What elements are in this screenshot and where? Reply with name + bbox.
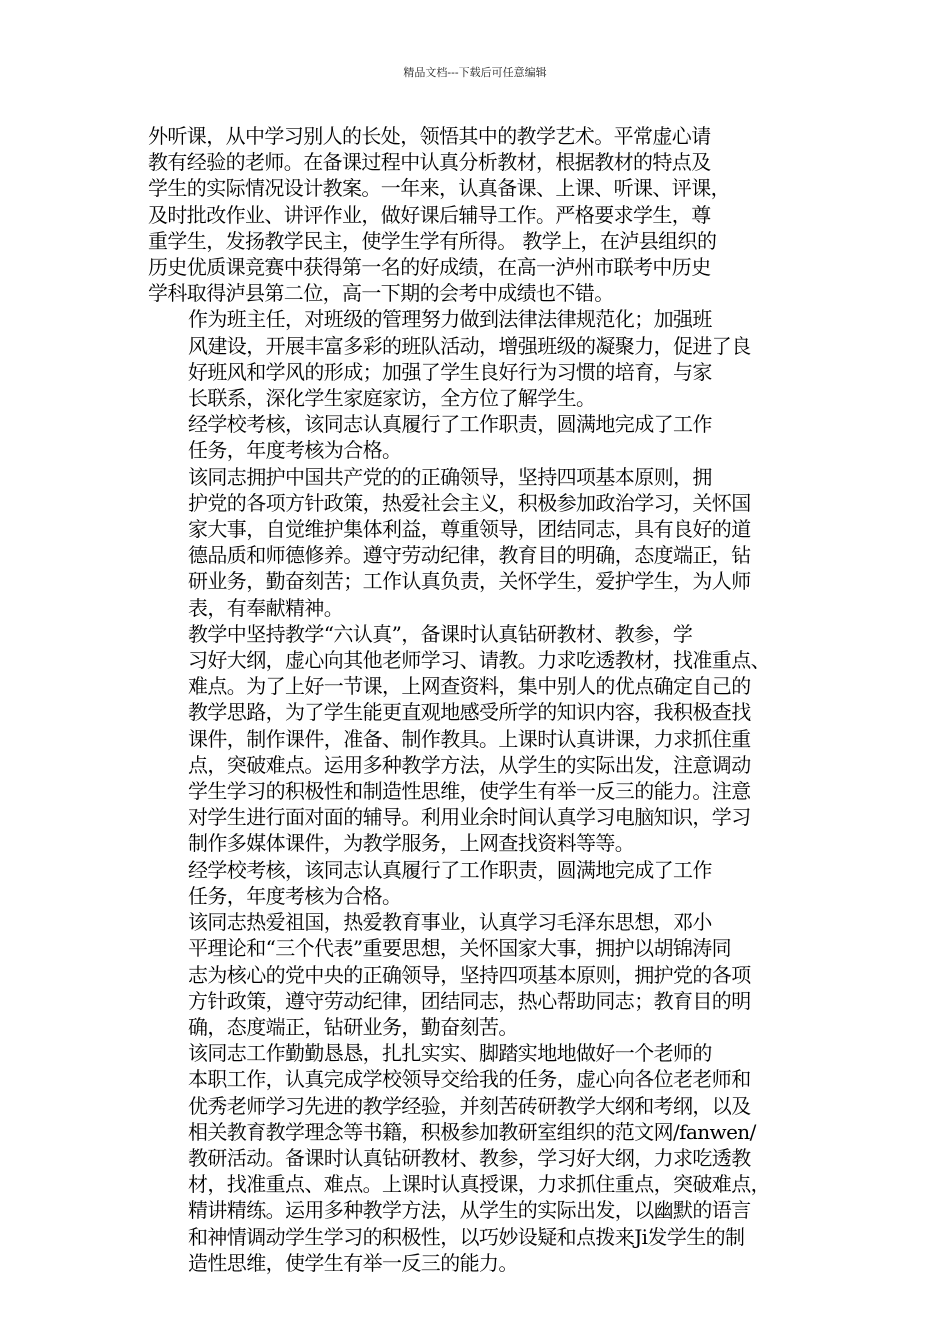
text-line: 难点。为了上好一节课，上网查资料，集中别人的优点确定自己的 [188,674,751,699]
text-line: 护党的各项方针政策，热爱社会主义，积极参加政治学习，关怀国 [188,490,751,515]
text-line: 对学生进行面对面的辅导。利用业余时间认真学习电脑知识，学习 [188,805,751,830]
text-line: 教有经验的老师。在备课过程中认真分析教材，根据教材的特点及 [148,150,711,175]
text-line: 风建设，开展丰富多彩的班队活动，增强班级的凝聚力，促进了良 [188,333,751,358]
paragraph [148,464,804,621]
text-line: 该同志工作勤勤恳恳，扎扎实实、脚踏实地地做好一个老师的 [188,1041,712,1066]
text-line: 经学校考核，该同志认真履行了工作职责，圆满地完成了工作 [188,857,712,882]
text-line: 确，态度端正，钻研业务，勤奋刻苦。 [188,1014,518,1039]
text-line: 该同志热爱祖国，热爱教育事业，认真学习毛泽东思想，邓小 [188,910,712,935]
text-line: 长联系，深化学生家庭家访，全方位了解学生。 [188,386,596,411]
document-body [148,123,804,1276]
text-line: 及时批改作业、讲评作业，做好课后辅导工作。严格要求学生，尊 [148,202,711,227]
text-line: 表，有奉献精神。 [188,595,344,620]
text-line: 志为核心的党中央的正确领导，坚持四项基本原则，拥护党的各项 [188,962,751,987]
text-line: 课件，制作课件，准备、制作教具。上课时认真讲课，力求抓住重 [188,726,751,751]
text-line: 制作多媒体课件，为教学服务，上网查找资料等等。 [188,831,635,856]
text-line: 习好大纲，虚心向其他老师学习、请教。力求吃透教材，找准重点、 [188,648,770,673]
text-line: 作为班主任，对班级的管理努力做到法律法律规范化；加强班 [188,307,712,332]
text-line: 研业务，勤奋刻苦；工作认真负责，关怀学生，爱护学生，为人师 [188,569,751,594]
paragraph [148,621,804,857]
page-header: 精品文档---下载后可任意编辑 [403,66,547,79]
text-line: 点，突破难点。运用多种教学方法，从学生的实际出发，注意调动 [188,752,751,777]
text-line: 重学生，发扬教学民主，使学生学有所得。 教学上，在泸县组织的 [148,228,717,253]
text-line: 德品质和师德修养。遵守劳动纪律，教育目的明确，态度端正，钻 [188,543,751,568]
paragraph [148,909,804,1040]
text-line: 教研活动。备课时认真钻研教材、教参，学习好大纲，力求吃透教 [188,1145,751,1170]
paragraph [148,857,804,909]
text-line: 精讲精练。运用多种教学方法，从学生的实际出发，以幽默的语言 [188,1198,751,1223]
text-line: 该同志拥护中国共产党的的正确领导，坚持四项基本原则，拥 [188,464,712,489]
paragraph [148,123,804,306]
paragraph [148,411,804,463]
text-line: 好班风和学风的形成；加强了学生良好行为习惯的培育，与家 [188,359,712,384]
text-line: 任务，年度考核为合格。 [188,438,402,463]
text-line: 方针政策，遵守劳动纪律，团结同志，热心帮助同志；教育目的明 [188,988,751,1013]
text-line: 教学思路，为了学生能更直观地感受所学的知识内容，我积极查找 [188,700,751,725]
text-line: 经学校考核，该同志认真履行了工作职责，圆满地完成了工作 [188,412,712,437]
text-line: 造性思维，使学生有举一反三的能力。 [188,1250,518,1275]
text-line: 任务，年度考核为合格。 [188,883,402,908]
text-line: 学生的实际情况设计教案。一年来，认真备课、上课、听课、评课， [148,176,730,201]
text-line: 和神情调动学生学习的积极性，以巧妙设疑和点拨来Ji发学生的制 [188,1224,745,1249]
text-line: 优秀老师学习先进的教学经验，并刻苦砖研教学大纲和考纲，以及 [188,1093,751,1118]
text-line: 教学中坚持教学“六认真”，备课时认真钻研教材、教参，学 [188,621,693,646]
text-line: 相关教育教学理念等书籍，积极参加教研室组织的范文网/fanwen/ [188,1119,756,1144]
paragraph [148,306,804,385]
text-line: 家大事，自觉维护集体利益，尊重领导，团结同志，具有良好的道 [188,517,751,542]
text-line: 历史优质课竞赛中获得第一名的好成绩，在高一泸州市联考中历史 [148,255,711,280]
text-line: 外听课，从中学习别人的长处，领悟其中的教学艺术。平常虚心请 [148,124,711,148]
text-line: 学科取得泸县第二位，高一下期的会考中成绩也不错。 [148,281,614,306]
text-line: 学生学习的积极性和制造性思维，使学生有举一反三的能力。注意 [188,779,751,804]
text-line: 本职工作，认真完成学校领导交给我的任务，虚心向各位老老师和 [188,1067,751,1092]
text-line: 材，找准重点、难点。上课时认真授课，力求抓住重点，突破难点， [188,1172,770,1197]
paragraph [148,385,804,411]
paragraph [148,1040,804,1276]
text-line: 平理论和“三个代表”重要思想，关怀国家大事，拥护以胡锦涛同 [188,936,732,961]
